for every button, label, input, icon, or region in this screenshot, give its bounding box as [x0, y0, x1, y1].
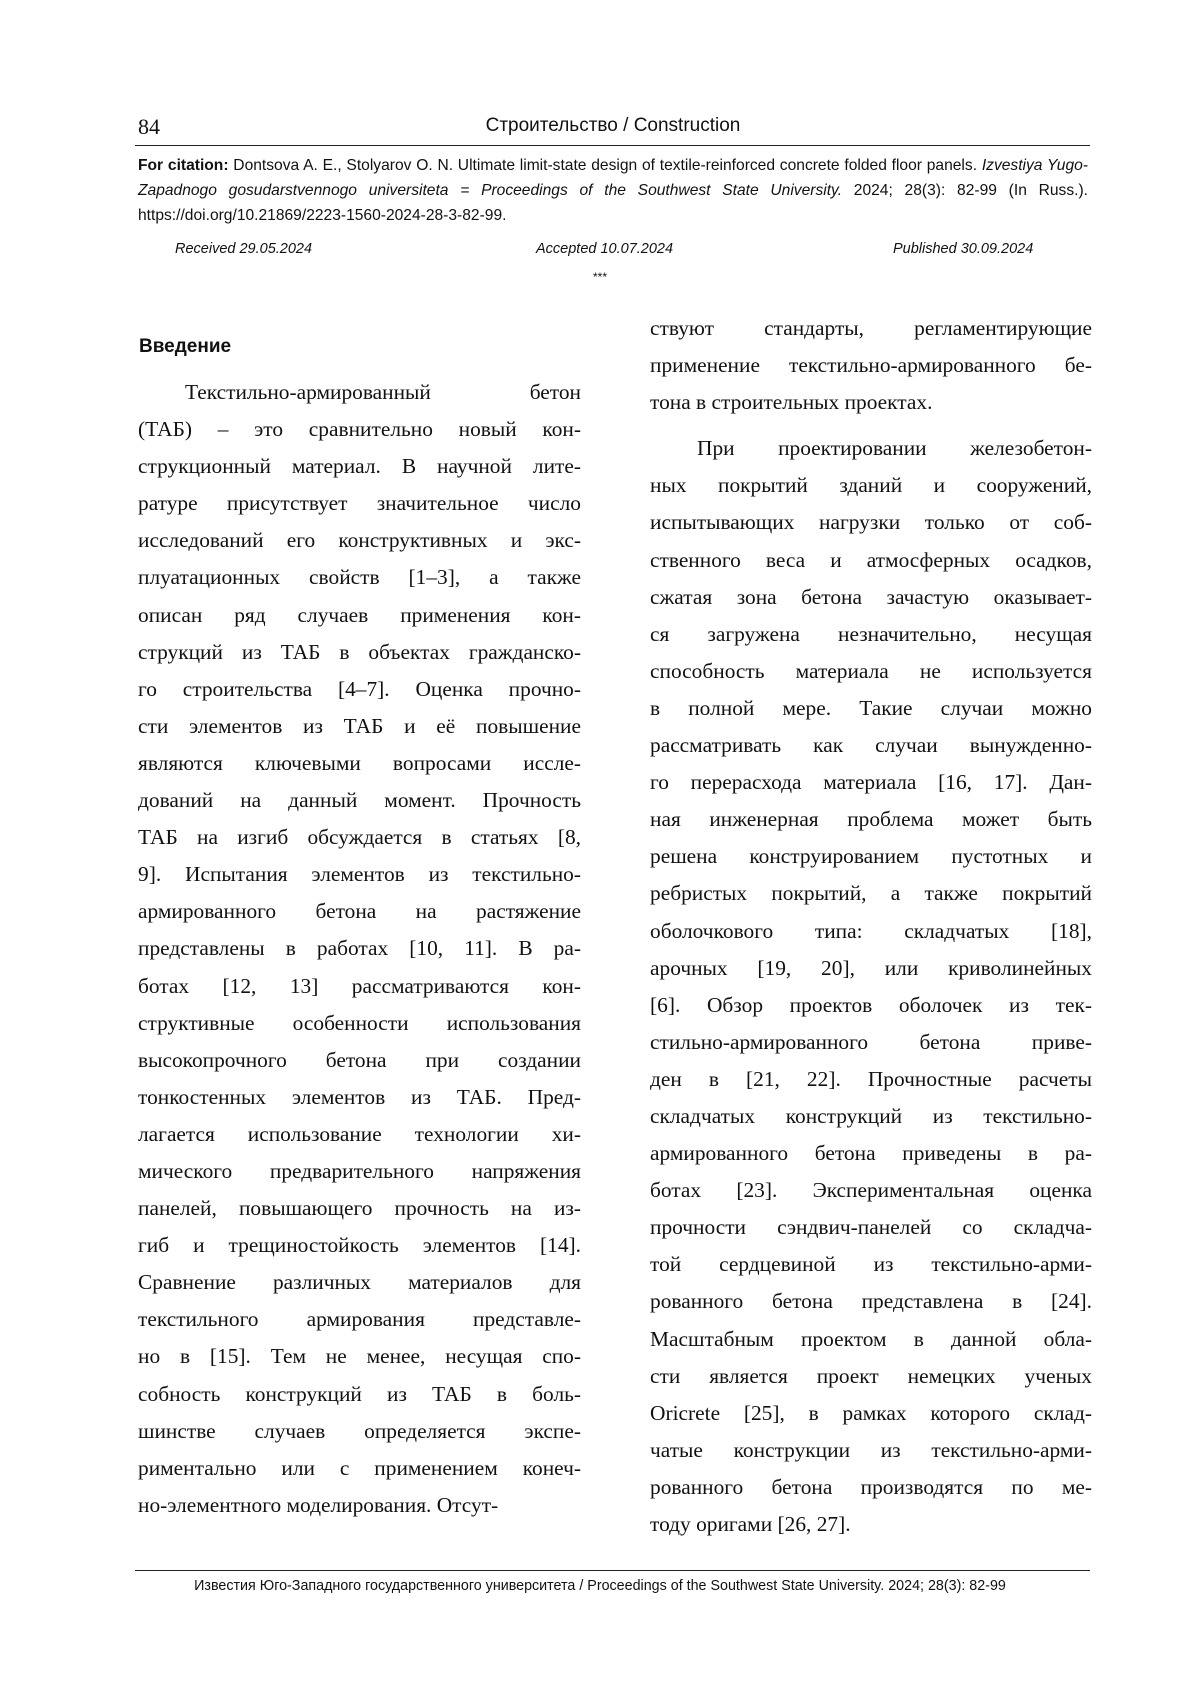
text-line: рованного бетона производятся по ме-: [650, 1474, 1092, 1499]
left-column: [138, 374, 581, 1524]
text-line: но-элементного моделирования. Отсут-: [138, 1492, 499, 1517]
text-line: ся загружена незначительно, несущая: [650, 621, 1092, 646]
text-line: ратуре присутствует значительное число: [138, 491, 581, 516]
text-line: дований на данный момент. Прочность: [138, 788, 581, 813]
text-line: сти является проект немецких ученых: [650, 1363, 1092, 1388]
text-line: в полной мере. Такие случаи можно: [650, 695, 1092, 720]
accepted-date: Accepted 10.07.2024: [536, 241, 674, 257]
text-line: исследований его конструктивных и экс-: [138, 528, 581, 553]
text-line: рассматривать как случаи вынужденно-: [650, 733, 1092, 758]
text-line: ТАБ на изгиб обсуждается в статьях [8,: [138, 825, 581, 850]
text-line: Масштабным проектом в данной обла-: [650, 1326, 1092, 1351]
text-line: тонкостенных элементов из ТАБ. Пред-: [138, 1084, 581, 1109]
text-line: панелей, повышающего прочность на из-: [138, 1196, 581, 1221]
text-line: решена конструированием пустотных и: [650, 844, 1092, 869]
text-line: чатые конструкции из текстильно-арми-: [650, 1437, 1092, 1462]
text-line: (ТАБ) – это сравнительно новый кон-: [138, 417, 581, 442]
text-line: ная инженерная проблема может быть: [650, 807, 1092, 832]
text-line: шинстве случаев определяется экспе-: [138, 1418, 581, 1443]
text-line: Oricrete [25], в рамках которого склад-: [650, 1400, 1092, 1425]
text-line: складчатых конструкций из текстильно-: [650, 1103, 1092, 1128]
text-line: [6]. Обзор проектов оболочек из тек-: [650, 992, 1092, 1017]
text-line: высокопрочного бетона при создании: [138, 1047, 581, 1072]
header-rule: [135, 145, 1090, 146]
text-line: представлены в работах [10, 11]. В ра-: [138, 936, 581, 961]
text-line: плуатационных свойств [1–3], а также: [138, 565, 581, 590]
text-line: Сравнение различных материалов для: [138, 1270, 581, 1295]
received-date: Received 29.05.2024: [175, 241, 313, 257]
citation-journal: Izvestiya Yugo-Zapadnogo gosudarstvennogo universiteta = Proceedings of the Southwest State University.: [138, 157, 1088, 199]
citation-label: For citation:: [138, 157, 229, 174]
published-date: Published 30.09.2024: [893, 241, 1034, 257]
text-line: способность материала не используется: [650, 658, 1092, 683]
text-line: При проектировании железобетон-: [697, 436, 1092, 461]
text-line: армированного бетона на растяжение: [138, 899, 581, 924]
introduction-heading: Введение: [139, 336, 232, 357]
section-separator: ***: [592, 270, 607, 284]
text-line: тона в строительных проектах.: [650, 390, 933, 415]
text-line: являются ключевыми вопросами иссле-: [138, 750, 581, 775]
text-line: описан ряд случаев применения кон-: [138, 602, 581, 627]
text-line: ственного веса и атмосферных осадков,: [650, 547, 1092, 572]
text-line: применение текстильно-армированного бе-: [650, 353, 1092, 378]
text-line: ботах [12, 13] рассматриваются кон-: [138, 973, 581, 998]
text-line: Текстильно-армированный бетон: [185, 380, 581, 404]
citation-block: [138, 153, 1088, 228]
text-line: риментально или с применением конеч-: [138, 1455, 581, 1480]
text-line: мического предварительного напряжения: [138, 1158, 581, 1183]
text-line: ных покрытий зданий и сооружений,: [650, 473, 1092, 498]
text-line: сжатая зона бетона зачастую оказывает-: [650, 584, 1092, 609]
text-line: ствуют стандарты, регламентирующие: [650, 316, 1092, 340]
text-line: струкций из ТАБ в объектах гражданско-: [138, 639, 581, 664]
text-line: ден в [21, 22]. Прочностные расчеты: [650, 1066, 1092, 1091]
text-line: ребристых покрытий, а также покрытий: [650, 881, 1092, 906]
text-line: гиб и трещиностойкость элементов [14].: [138, 1233, 581, 1258]
text-line: го перерасхода материала [16, 17]. Дан-: [650, 770, 1092, 795]
section-title: Строительство / Construction: [485, 115, 741, 136]
text-line: струкционный материал. В научной лите-: [138, 454, 581, 479]
text-line: текстильного армирования представле-: [138, 1307, 581, 1332]
text-line: структивные особенности использования: [138, 1010, 581, 1035]
text-line: го строительства [4–7]. Оценка прочно-: [138, 676, 581, 701]
text-line: но в [15]. Тем не менее, несущая спо-: [138, 1344, 581, 1369]
footer-rule: [135, 1570, 1090, 1571]
text-line: тоду оригами [26, 27].: [650, 1512, 851, 1536]
running-header: [138, 112, 1088, 146]
text-line: прочности сэндвич-панелей со складча-: [650, 1215, 1092, 1240]
journal-footer: Известия Юго-Западного государственного университета / Proceedings of the Southwest State University. 2024; 28(3): 82-99: [194, 1578, 1006, 1594]
text-line: ботах [23]. Экспериментальная оценка: [650, 1178, 1092, 1203]
right-paragraph-2: [650, 430, 1092, 1543]
citation-details: 2024; 28(3): 82-99 (In Russ.). https://doi.org/10.21869/2223-1560-2024-28-3-82-99.: [138, 182, 1088, 224]
text-line: стильно-армированного бетона приве-: [650, 1029, 1092, 1054]
right-paragraph-1: [650, 310, 1092, 421]
text-line: сти элементов из ТАБ и её повышение: [138, 713, 581, 738]
citation-authors-title: Dontsova A. E., Stolyarov O. N. Ultimate limit-state design of textile-reinforced concrete folded floor panels.: [228, 157, 982, 174]
article-dates: [138, 241, 1088, 261]
text-line: оболочкового типа: складчатых [18],: [650, 918, 1092, 943]
text-line: лагается использование технологии хи-: [138, 1121, 581, 1146]
text-line: армированного бетона приведены в ра-: [650, 1141, 1092, 1166]
text-line: арочных [19, 20], или криволинейных: [650, 955, 1092, 980]
text-line: рованного бетона представлена в [24].: [650, 1289, 1092, 1314]
text-line: 9]. Испытания элементов из текстильно-: [138, 862, 581, 887]
text-line: испытывающих нагрузки только от соб-: [650, 510, 1092, 535]
text-line: собность конструкций из ТАБ в боль-: [138, 1381, 581, 1406]
right-column: [650, 310, 1092, 1543]
page-number: 84: [138, 114, 160, 139]
text-line: той сердцевиной из текстильно-арми-: [650, 1252, 1092, 1277]
